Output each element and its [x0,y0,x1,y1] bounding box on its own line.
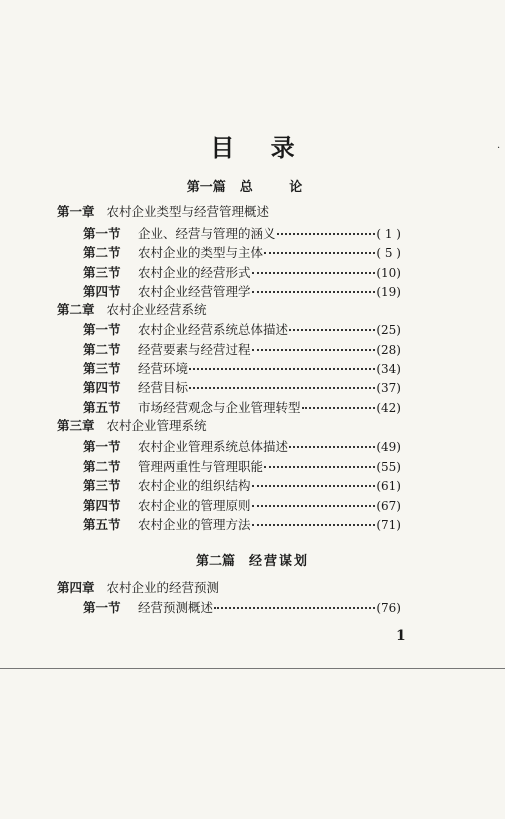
toc-entry[interactable] [83,359,401,377]
dot-leader [264,252,375,254]
section-number: 第一节 [83,322,121,337]
part-heading [0,176,505,195]
section-title: 农村企业管理系统总体描述 [138,439,289,454]
section-title: 农村企业的管理方法 [138,517,251,532]
page-number: 1 [396,628,406,644]
section-title: 农村企业经营管理学 [138,284,251,299]
part-heading [0,550,505,569]
toc-entry[interactable] [83,476,401,494]
toc-entry[interactable] [83,496,401,514]
section-number: 第三节 [83,265,121,280]
chapter-heading[interactable] [57,300,207,318]
chapter-number: 第二章 [57,302,95,317]
section-page: ( 5 ) [376,246,401,260]
toc-entry[interactable] [83,282,401,300]
section-number: 第一节 [83,226,121,241]
dot-leader [289,446,375,448]
toc-entry[interactable] [83,224,401,242]
chapter-number: 第一章 [57,204,95,219]
section-number: 第四节 [83,380,121,395]
section-page: (42) [376,401,401,415]
toc-entry[interactable] [83,437,401,455]
dot-leader [252,272,376,274]
page-title: 目 录 [210,133,309,162]
section-number: 第一节 [83,600,121,615]
chapter-number: 第三章 [57,418,95,433]
part-number: 第二篇 [195,554,235,569]
section-number: 第三节 [83,361,121,376]
section-title: 管理两重性与管理职能 [138,459,264,474]
section-title: 农村企业的组织结构 [138,478,251,493]
toc-entry[interactable] [83,598,401,616]
section-title: 农村企业经营系统总体描述 [138,322,289,337]
section-page: (25) [376,323,401,337]
dot-leader [302,407,376,409]
section-page: (61) [376,479,401,493]
dot-leader [277,233,376,235]
section-number: 第五节 [83,400,121,415]
section-title: 经营要素与经营过程 [138,342,251,357]
section-page: (67) [376,499,401,513]
chapter-title: 农村企业经营系统 [106,302,207,317]
section-title: 经营目标 [138,380,189,395]
chapter-heading[interactable] [57,202,269,220]
part-number: 第一篇 [186,180,226,195]
section-page: (28) [376,343,401,357]
section-title: 农村企业的经营形式 [138,265,251,280]
toc-entry[interactable] [83,515,401,533]
section-title: 经营预测概述 [138,600,214,615]
chapter-title: 农村企业类型与经营管理概述 [106,204,270,219]
section-number: 第三节 [83,478,121,493]
dot-leader [252,505,376,507]
chapter-heading[interactable] [57,578,219,596]
toc-entry[interactable] [83,457,401,475]
chapter-number: 第四章 [57,580,95,595]
section-number: 第四节 [83,498,121,513]
section-page: (76) [376,601,401,615]
section-page: ( 1 ) [376,227,401,241]
section-page: (10) [376,266,401,280]
toc-entry[interactable] [83,320,401,338]
section-number: 第四节 [83,284,121,299]
section-title: 企业、经营与管理的涵义 [138,226,276,241]
section-number: 第二节 [83,245,121,260]
toc-entry[interactable] [83,263,401,281]
toc-entry[interactable] [83,340,401,358]
part-name: 经营谋划 [249,554,310,569]
dot-leader [252,485,376,487]
dot-leader [264,466,375,468]
chapter-title: 农村企业的经营预测 [106,580,220,595]
section-title: 农村企业的管理原则 [138,498,251,513]
dot-leader [252,524,376,526]
section-page: (37) [376,381,401,395]
section-title: 经营环境 [138,361,189,376]
dot-leader [189,387,375,389]
section-number: 第二节 [83,342,121,357]
section-page: (49) [376,440,401,454]
section-title: 农村企业的类型与主体 [138,245,264,260]
toc-entry[interactable] [83,378,401,396]
dot-leader [289,329,375,331]
dot-leader [252,349,376,351]
section-page: (34) [376,362,401,376]
dot-leader [189,368,375,370]
section-number: 第二节 [83,459,121,474]
page-edge-rule [0,668,505,669]
section-page: (71) [376,518,401,532]
dot-leader [214,607,375,609]
toc-entry[interactable] [83,243,401,261]
dot-leader [252,291,376,293]
chapter-heading[interactable] [57,416,207,434]
section-number: 第五节 [83,517,121,532]
section-page: (55) [376,460,401,474]
toc-entry[interactable] [83,398,401,416]
part-name: 总 论 [239,180,319,195]
section-page: (19) [376,285,401,299]
section-number: 第一节 [83,439,121,454]
chapter-title: 农村企业管理系统 [106,418,207,433]
section-title: 市场经营观念与企业管理转型 [138,400,301,415]
scan-speck: · [497,143,501,154]
